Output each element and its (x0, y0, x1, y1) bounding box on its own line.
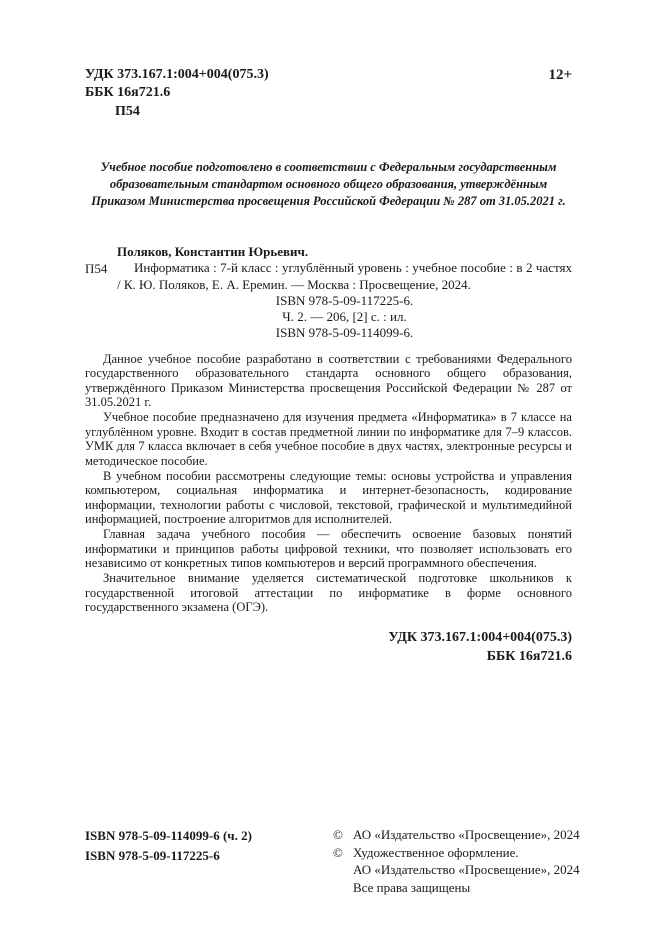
annotation-paragraph: Значительное внимание уделяется систематической подготовке школьников к государственной итоговой аттестации по информатике в форме основного государственного экзамена (ОГЭ). (85, 570, 572, 615)
catalog-description: Информатика : 7-й класс : углублённый уровень : учебное пособие : в 2 частях / К. Ю. Поляков, Е. А. Еремин. — Москва : Просвещение, 2024. (117, 260, 572, 292)
age-rating-badge: 12+ (548, 67, 572, 83)
copyright-line: Все права защищены (353, 879, 471, 895)
top-codes-row (85, 66, 572, 121)
footer-isbn-block (85, 826, 252, 896)
annotation-paragraph: Данное учебное пособие разработано в соответствии с требованиями Федерального государственного образовательного стандарта основного общего образования, утверждённого Приказом Министерства просвещения Российской Федерации № 287 от 31.05.2021 г. (85, 351, 572, 410)
page-content (85, 0, 572, 667)
copyright-line: АО «Издательство «Просвещение», 2024 (353, 862, 580, 878)
copyright-line: Художественное оформление. (353, 844, 519, 860)
bbk-code-bottom: ББК 16я721.6 (486, 648, 572, 664)
udk-code-bottom: УДК 373.167.1:004+004(075.3) (388, 629, 572, 645)
bibliographic-record-body (117, 244, 572, 342)
footer-isbn-line: ISBN 978-5-09-117225-6 (85, 848, 220, 864)
udk-code-top: УДК 373.167.1:004+004(075.3) (85, 67, 269, 82)
classification-codes-top (85, 66, 269, 121)
author-sign-margin: П54 (85, 261, 108, 277)
annotation-paragraph: Главная задача учебного пособия — обеспечить освоение базовых понятий информатики и принципов работы цифровой техники, что позволяет использовать его независимо от конкретных типов компьютеров и версий программного обеспечения. (85, 527, 572, 571)
copyright-symbol: © (333, 827, 343, 842)
copyright-symbol (333, 861, 353, 879)
catalog-isbn-part1: ISBN 978-5-09-117225-6. (275, 292, 414, 308)
catalog-author: Поляков, Константин Юрьевич. (117, 244, 309, 260)
copyright-line: АО «Издательство «Просвещение», 2024 (353, 827, 580, 842)
annotation-paragraph: В учебном пособии рассмотрены следующие темы: основы устройства и управления компьютером, социальная информатика и интернет-безопасность, кодирование информации, технологии работы с числовой, текстовой, графической и мультимедийной информацией, построение алгоритмов для исполнителей. (85, 468, 572, 527)
bibliographic-record (85, 244, 572, 342)
catalog-part-info: Ч. 2. — 206, [2] с. : ил. (282, 309, 407, 325)
imprint-footer (85, 826, 595, 896)
classification-codes-bottom (85, 629, 572, 667)
copyright-symbol: © (333, 844, 343, 860)
catalog-isbn-part2: ISBN 978-5-09-114099-6. (275, 325, 414, 341)
annotation-block (85, 352, 572, 615)
footer-isbn-line: ISBN 978-5-09-114099-6 (ч. 2) (85, 828, 252, 843)
annotation-paragraph: Учебное пособие предназначено для изучения предмета «Информатика» в 7 классе на углублённом уровне. Входит в состав предметной линии по информатике для 7–9 классов. УМК для 7 класса включает в себя учебное пособие в двух частях, электронные ресурсы и методическое пособие. (85, 410, 572, 468)
copyright-symbol (333, 879, 353, 897)
author-sign-top: П54 (115, 103, 140, 119)
standard-compliance-note: Учебное пособие подготовлено в соответствии с Федеральным государственным образовательным стандартом основного общего образования, утверждённым Приказом Министерства просвещения Российской Федерации № 287 от 31.05.2021 г. (91, 160, 566, 209)
bbk-code-top: ББК 16я721.6 (85, 85, 171, 101)
footer-copyright-block (333, 826, 595, 896)
